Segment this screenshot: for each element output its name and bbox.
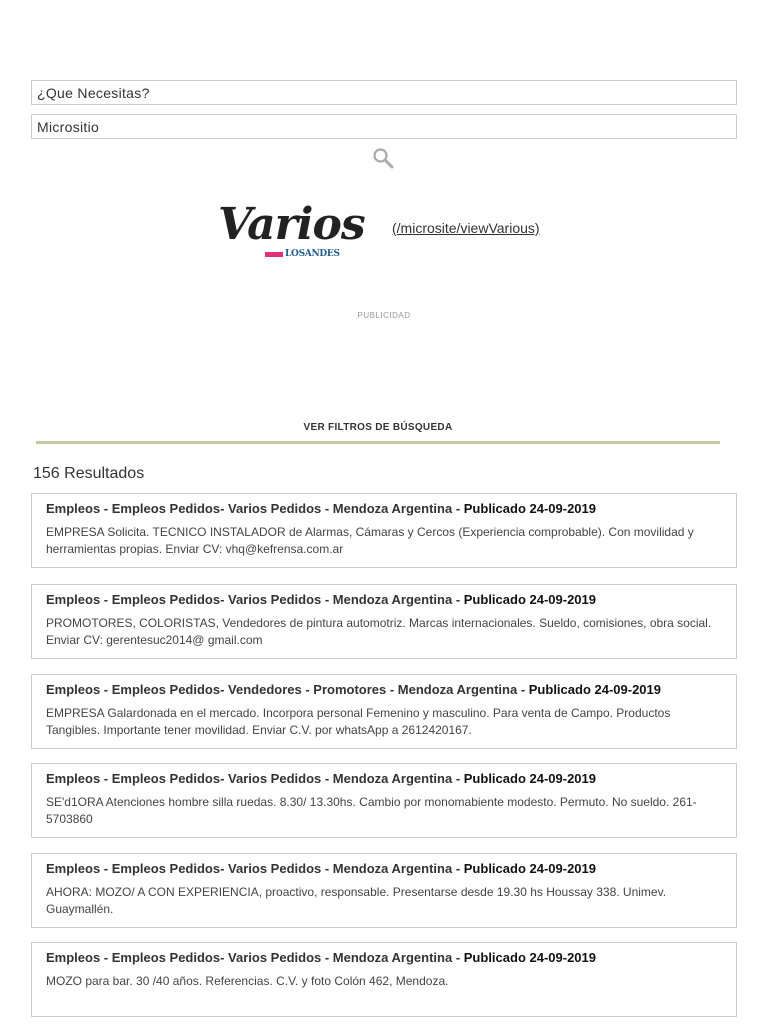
result-category: Empleos - Empleos Pedidos- Varios Pedidos - Mendoza Argentina -: [46, 592, 464, 607]
result-title[interactable]: [46, 949, 722, 966]
result-title[interactable]: [46, 681, 722, 698]
search-icon[interactable]: [372, 147, 394, 169]
result-body: PROMOTORES, COLORISTAS, Vendedores de pintura automotriz. Marcas internacionales. Sueldo, comisiones, obra social. Enviar CV: gerentesuc2014@ gmail.com: [46, 616, 712, 647]
result-title[interactable]: [46, 860, 722, 877]
logo-subtitle: LOSANDES: [285, 249, 340, 259]
logo-accent-bar: [265, 252, 283, 257]
result-body: EMPRESA Galardonada en el mercado. Incorpora personal Femenino y masculino. Para venta de Campo. Productos Tangibles. Importante tener movilidad. Enviar C.V. por whatsApp a 2612420167.: [46, 706, 671, 737]
divider: [36, 441, 720, 444]
result-date: Publicado 24-09-2019: [463, 861, 596, 876]
result-item[interactable]: [31, 493, 737, 568]
result-category: Empleos - Empleos Pedidos- Varios Pedidos - Mendoza Argentina -: [46, 501, 464, 516]
result-title[interactable]: [46, 591, 722, 608]
logo-word: Varios: [218, 199, 365, 250]
result-title[interactable]: [46, 500, 722, 517]
result-body: AHORA: MOZO/ A CON EXPERIENCIA, proactivo, responsable. Presentarse desde 19.30 hs Houssay 338. Unimev. Guaymallén.: [46, 885, 667, 916]
result-body: SE'd1ORA Atenciones hombre silla ruedas. 8.30/ 13.30hs. Cambio por monomabiente modesto. Permuto. No sueldo. 261-5703860: [46, 795, 697, 826]
result-title[interactable]: [46, 770, 722, 787]
result-date: Publicado 24-09-2019: [463, 592, 596, 607]
search-query-input[interactable]: ¿Que Necesitas?: [31, 80, 737, 105]
result-body: EMPRESA Solicita. TECNICO INSTALADOR de Alarmas, Cámaras y Cercos (Experiencia comprobable). Con movilidad y herramientas propias. Enviar CV: vhq@kefrensa.com.ar: [46, 525, 694, 556]
result-category: Empleos - Empleos Pedidos- Varios Pedidos - Mendoza Argentina -: [46, 771, 464, 786]
result-item[interactable]: [31, 853, 737, 928]
varios-logo[interactable]: [218, 200, 383, 262]
results-count: 156 Resultados: [33, 465, 145, 482]
microsite-select[interactable]: Micrositio: [31, 114, 737, 139]
result-body: MOZO para bar. 30 /40 años. Referencias. C.V. y foto Colón 462, Mendoza.: [46, 974, 449, 988]
result-category: Empleos - Empleos Pedidos- Vendedores - Promotores - Mendoza Argentina -: [46, 682, 529, 697]
view-filters-button[interactable]: VER FILTROS DE BÚSQUEDA: [303, 422, 453, 433]
ad-label: PUBLICIDAD: [357, 311, 411, 320]
result-date: Publicado 24-09-2019: [463, 501, 596, 516]
result-item[interactable]: [31, 942, 737, 1017]
result-date: Publicado 24-09-2019: [463, 771, 596, 786]
result-item[interactable]: [31, 584, 737, 659]
result-date: Publicado 24-09-2019: [463, 950, 596, 965]
result-date: Publicado 24-09-2019: [528, 682, 661, 697]
result-category: Empleos - Empleos Pedidos- Varios Pedidos - Mendoza Argentina -: [46, 950, 464, 965]
result-item[interactable]: [31, 763, 737, 838]
microsite-link[interactable]: (/microsite/viewVarious): [392, 220, 540, 236]
result-item[interactable]: [31, 674, 737, 749]
result-category: Empleos - Empleos Pedidos- Varios Pedidos - Mendoza Argentina -: [46, 861, 464, 876]
